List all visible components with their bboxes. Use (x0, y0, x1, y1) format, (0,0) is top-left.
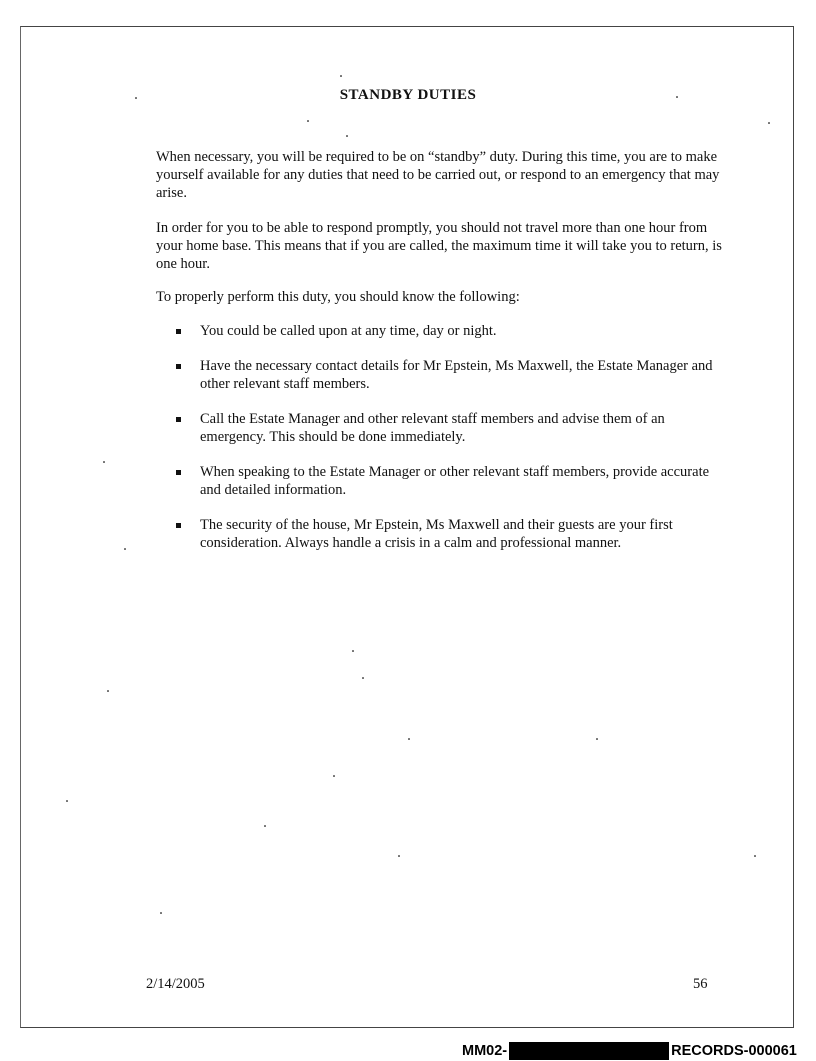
bullet-item (175, 410, 715, 446)
paragraph-travel-limit: In order for you to be able to respond promptly, you should not travel more than one hour from your home base. This means that if you are called, the maximum time it will take you to return, is one hour. (156, 220, 722, 272)
bullet-text: You could be called upon at any time, day or night. (200, 323, 497, 339)
scan-speck (352, 650, 354, 652)
scan-speck (264, 825, 266, 827)
paragraph-list-intro: To properly perform this duty, you should know the following: (156, 289, 520, 305)
scan-speck (754, 855, 756, 857)
scan-speck (768, 122, 770, 124)
bullet-item (175, 463, 715, 499)
scan-speck (124, 548, 126, 550)
scan-speck (340, 75, 342, 77)
scan-speck (596, 738, 598, 740)
scan-speck (103, 461, 105, 463)
scan-speck (333, 775, 335, 777)
bullet-item (175, 322, 715, 340)
paragraph-standby-intro: When necessary, you will be required to be on “standby” duty. During this time, you are to make yourself available for any duties that need to be carried out, or respond to an emergency that may arise. (156, 149, 720, 201)
bullet-item (175, 357, 715, 393)
scan-speck (107, 690, 109, 692)
bates-prefix: MM02- (462, 1043, 508, 1059)
scan-speck (346, 135, 348, 137)
scan-speck (160, 912, 162, 914)
scan-speck (66, 800, 68, 802)
bullet-text: Have the necessary contact details for Mr Epstein, Ms Maxwell, the Estate Manager and other relevant staff members. (200, 358, 713, 392)
scan-speck (398, 855, 400, 857)
square-bullet-icon (176, 364, 181, 369)
bates-stamp (462, 1041, 797, 1061)
scan-speck (362, 677, 364, 679)
footer-page-number: 56 (693, 976, 708, 992)
bullet-text: When speaking to the Estate Manager or other relevant staff members, provide accurate and detailed information. (200, 464, 710, 498)
duties-bullet-list (175, 322, 715, 569)
bullet-text: Call the Estate Manager and other relevant staff members and advise them of an emergency. This should be done immediately. (200, 411, 665, 445)
bullet-item (175, 516, 715, 552)
scan-speck (135, 97, 137, 99)
redaction-bar (509, 1042, 669, 1060)
square-bullet-icon (176, 329, 181, 334)
square-bullet-icon (176, 417, 181, 422)
scan-speck (307, 120, 309, 122)
scan-speck (676, 96, 678, 98)
bullet-text: The security of the house, Mr Epstein, Ms Maxwell and their guests are your first consideration. Always handle a crisis in a calm and professional manner. (200, 517, 673, 551)
document-title: STANDBY DUTIES (339, 87, 477, 103)
footer-date: 2/14/2005 (146, 976, 205, 992)
bates-suffix: RECORDS-000061 (671, 1043, 797, 1059)
scan-speck (408, 738, 410, 740)
square-bullet-icon (176, 523, 181, 528)
square-bullet-icon (176, 470, 181, 475)
